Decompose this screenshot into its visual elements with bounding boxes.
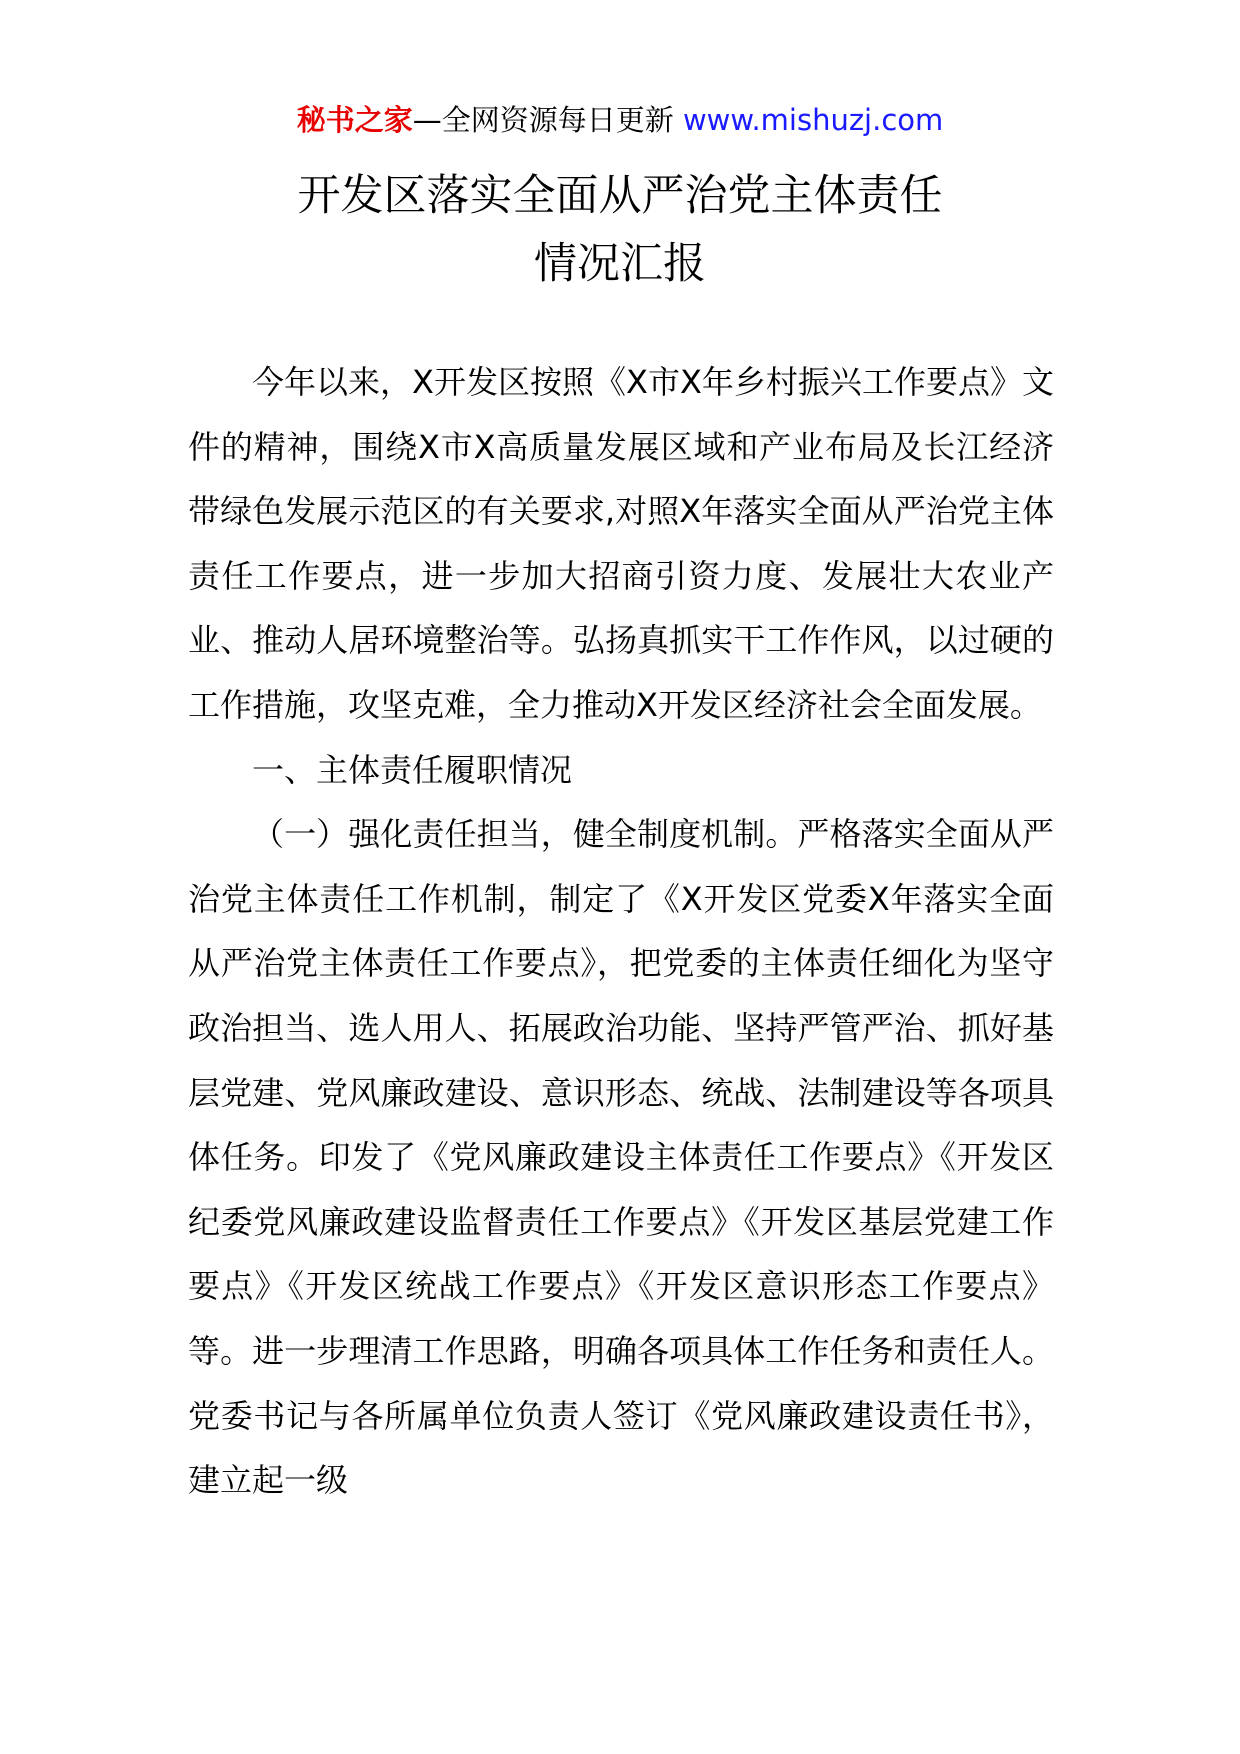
header-url[interactable]: www.mishuzj.com — [682, 103, 944, 137]
document-body — [188, 350, 1054, 1513]
subsection-paragraph: （一）强化责任担当，健全制度机制。严格落实全面从严治党主体责任工作机制，制定了《X开发区党委X年落实全面从严治党主体责任工作要点》，把党委的主体责任细化为坚守政治担当、选人用人、拓展政治功能、坚持严管严治、抓好基层党建、党风廉政建设、意识形态、统战、法制建设等各项具体任务。印发了《党风廉政建设主体责任工作要点》《开发区纪委党风廉政建设监督责任工作要点》《开发区基层党建工作要点》《开发区统战工作要点》《开发区意识形态工作要点》等。进一步理清工作思路，明确各项具体工作任务和责任人。党委书记与各所属单位负责人签订《党风廉政建设责任书》，建立起一级 — [188, 815, 1054, 1500]
brand-name: 秘书之家 — [296, 103, 413, 137]
title-line-1: 开发区落实全面从严治党主体责任 — [297, 171, 943, 221]
document-title — [0, 162, 1240, 298]
header-tagline: —全网资源每日更新 — [412, 103, 674, 137]
watermark-header — [0, 100, 1240, 140]
title-line-2: 情况汇报 — [534, 239, 706, 289]
section-heading: 一、主体责任履职情况 — [252, 750, 573, 789]
intro-paragraph: 今年以来，X开发区按照《X市X年乡村振兴工作要点》文件的精神，围绕X市X高质量发展区域和产业布局及长江经济带绿色发展示范区的有关要求,对照X年落实全面从严治党主体责任工作要点，进一步加大招商引资力度、发展壮大农业产业、推动人居环境整治等。弘扬真抓实干工作作风，以过硬的工作措施，攻坚克难，全力推动X开发区经济社会全面发展。 — [188, 363, 1054, 724]
